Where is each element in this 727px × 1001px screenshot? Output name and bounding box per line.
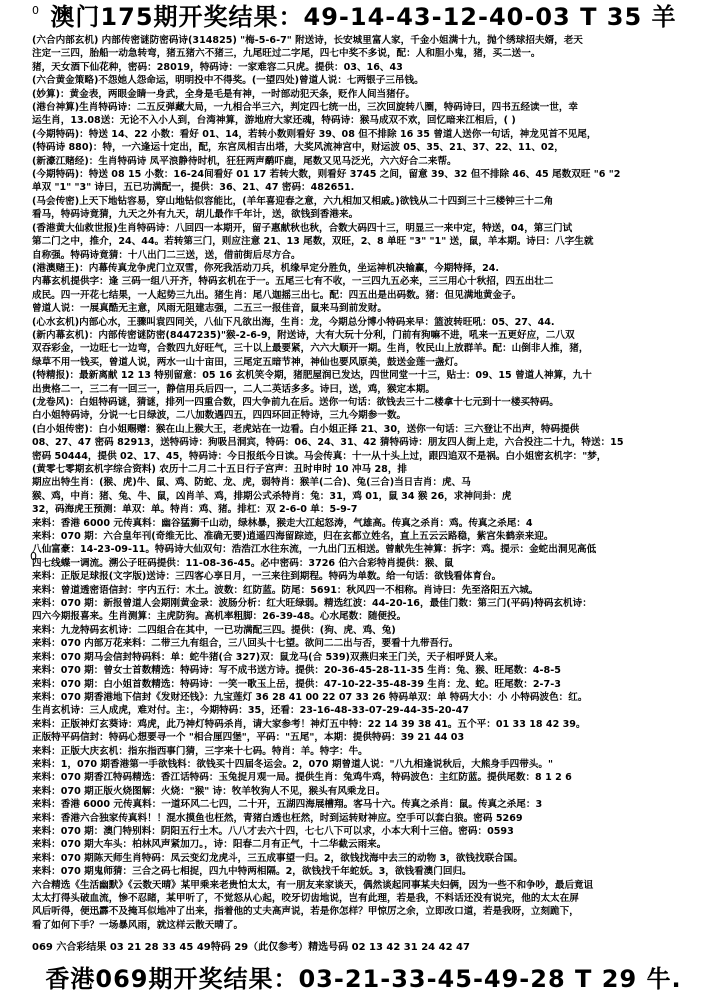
footer-title: 香港069期开奖结果：03-21-33-45-49-28 T 29 牛. [45,965,682,993]
text-line: (白小姐传密)：白小姐赐赠：猴在山上猴大王，老虎站在一边看。白小姐正择 21、30，送你一句话：三六登让不出声，特码提供 [32,423,580,435]
text-line: 自称强。特码诗竟猜：十八出门二三送，送，借前街后尽方合。 [32,249,301,261]
text-line: 生肖玄机诗：三人成虎，难对付。主：，今期特码：35，还看：23-16-48-33-07-29-44-35-20-47 [32,705,469,717]
text-line: 绿草不用一钱买，曾道人说，两水一山十亩田，三尾定五暗节神，神仙也要风原美，鼓送金莲一盏灯。 [32,356,464,368]
text-line: (马会传密)上天下地钻容易，穿山地钻似容能比，(羊年喜迎春之意，六九相加又相戚。)欲钱从二十四到三十三楼钟三十二角 [32,195,554,207]
text-line: 出贵格二一，三二有一回三一，静信用兵后四一，二人二英话多多。诗曰，送，鸡，猴定本期。 [32,383,435,395]
text-line: 来料：070 期大车头：柏林风声紧加刀。，诗：阳春二月有正气，十二华截云雨来。 [32,839,387,851]
text-line: 成民。四一开花七结果，一人起势三九出。猪生肖：尾八迦摇三出七。配：四五出是出码数。猪：但见满地黄金子。 [32,289,522,301]
text-line: (六合内部玄机) 内部传密谜防密码诗(314825) "梅-5-6-7" 附送诗，长安城里富人家，千金小姐满十九，抛个绣球招夫婿，老天 [32,35,583,46]
text-line: (港台神算)生肖特码诗：二五反弹藏大局，一九相合半三六，判定四七统一出，三次回旋转八圈，特码诗曰，四书五经读一世，幸 [32,102,579,114]
text-line: (港澳赌王)：内幕传真龙争虎门立双雪，你死我活动刀兵，机缘早定分胜负，坐运神机决输赢，今期特择，24. [32,262,500,274]
text-line: 来料：香港 6000 元传真料：幽谷猛狮千山动，绿林暴，猴走大江起怒涛，气雄高。传真之杀肖：鸡。传真之杀尾：4 [32,517,533,529]
text-line: 四七线蝶一调流。溯公子旺码提供：11-08-36-45。必中密码：3726 伯六合彩特肖提供：猴、鼠 [32,557,454,569]
text-line: 来料：香港六合独家传真料！！混水摸鱼也枉然，青猪白透也枉然，时到运转财神应。空手可以套白狼。密码 5269 [32,812,523,824]
text-line: 风后听得，便迅霹不及掩耳似地冲了出来，指着他的丈夫高声说，若是你怎样？甲惊厉之余，立即改口道，若是我呀，立刻跪下， [32,906,579,918]
text-line: (特精报)：最新离献 12 13 特别留意：05 16 玄机笑令期，猪肥屋润已发达，四世同堂一十三，贴士：09、15 曾道人神算，九十 [32,370,592,382]
text-line: 08、27、47 密码 82913，送特码诗：狗吸吕洞宾，特码：06、24、31、42 猜特码诗：朋友四人街上走，六合投注二十九，特送：15 [32,437,624,449]
text-line: 来料：070 期：曾女士首数精选：特码诗：写不成书送方诗。提供：20-36-45-28-11-35 生肖：兔、猴、旺尾数：4-8-5 [32,665,561,677]
page-corner-number: 0 [32,4,39,17]
text-line: 来料：正版神灯玄葵诗：鸡虎，此乃神灯特码杀肖，请大家参考！神灯五中特：22 14 39 38 41。五个平：01 33 18 42 39。 [32,718,586,730]
text-line: 正版特平码信封：特码心想要寻一个 "相合厘四堡"，平码："五尾"，本期：提供特码：39 21 44 03 [32,732,465,744]
text-line: 来料：070 内部万花来料：二带三九有组合，三八回头十七望。欲问二二出与否，要看十九带吾行。 [32,638,459,650]
text-line: 来料：正版足球报(文字版)送诗：三四客心享日月，一三来往到期程。特码为单数。给一句话：欲钱看体育台。 [32,571,502,583]
text-line: (妙算)：黄金表，两眼金睛一身武，全身是毛是有神，一时部动犯天条，贬作人间当猪仔。 [32,88,415,100]
text-line: 猴、鸡，中肖：猪、兔、牛、鼠，凶肖羊、鸡，排期公式杀特肖：兔：31，鸡 01，鼠 34 猴 26，求神问卦：虎 [32,490,512,502]
text-line: 白小姐特码诗，分说一七日绿波，二八加数遇四五，四四环回正特诗，三九今期参一数。 [32,410,407,422]
text-line: 来料：香港 6000 元传真料：一道环风二七四，二十开，五湖四海展槽翔。客马十六。传真之杀肖：鼠。传真之杀尾：3 [32,799,543,811]
text-line: 来料：070 期：澳门特别料：阴阳五行土木。八八才去六十四，七七八下可以求，小本大利十三倍。密码：0593 [32,825,514,837]
text-line: 来料：曾道透密语信封：宇内五行：木土。波数：红防蓝。防尾：5691：秋风四一不相称。肖诗曰：先至洛阳五六城。 [32,584,539,596]
text-line: 曾道人说：一展真酷无主意，风雨无阻建志强，二五三一报佳音，鼠来马到前发财。 [32,303,387,315]
text-line: (龙卷风)：白姐特码谜，猜谜，排列一四重合数，四大争前九在后。送你一句话：欲钱去三十二楼拿十七元到十一楼买特码。 [32,396,559,408]
text-line: 看了如何下手？一场暴风雨，就这样云散天晴了。 [32,919,244,931]
text-line: 太太打得头破血流，惨不忍睹，某甲听了，不觉怒从心起，咬牙切齿地说，岂有此理，若是我，不料话还没有说完，他的太太在屏 [32,893,579,904]
text-line: 来料：070 期香江特码精选：香江话特码：玉兔捉月观一局。提供生肖：兔鸡牛鸡，特码波色：主红防蓝。提供尾数：8 1 2 6 [32,772,572,784]
text-line: (特码诗 880)：特，一六逢运十定出，配，东宫凤相吉出塔，大奖风流神宫中，财运波 05、35、21、37、22、11、02， [32,142,564,154]
text-line: (今期特码)：特送 08 15 小数：16-24间看好 01 17 若转大数，则看好 3745 之间，留意 39、32 但不排除 46、45 尾数双旺 "6 "2 [32,169,621,181]
text-line: 来料：正版大庆玄机：指东指西事门猜，三字来十七码。特肖：羊。特字：牛。 [32,745,368,757]
text-line: (六合黄金策略)不怨她人怨命运，明明投中不得奖。(一望四处)曾道人说：七两银子三吊钱。 [32,75,424,87]
text-line: 六合精选《生活幽默》《云数天晴》某甲乘来老贵怕太太，有一朋友来家谈天，偶然谈起同事某夫妇俩，因为一些不和争吵，最后竟诅 [32,879,594,891]
text-line: 来料：070 期：白小姐首数精选：特码诗：一笑一歌玉上岳，提供：47-10-22-35-48-39 生肖：龙、蛇。旺尾数：2-7-3 [32,678,561,690]
article-body [32,34,720,932]
text-line: 来料：九龙特码玄机诗：二四组合在其中，一已功满配三四。提供：(狗、虎、鸡、兔) [32,624,396,636]
text-line: 来料：070 期：新报曾道人会期刚黄金录：波肠分析：红大旺绿弱。精选红波：44-20-16，最佳门数：第三门(平码)特码玄机诗： [32,598,592,610]
text-line: 来料：070 期鬼师猜：三合之码七相捉，四九中特两相隔。2，欲钱找千年蛇妖。3，欲钱看澳门回归。 [32,866,472,878]
text-line: 来料：070 期香港地下信封《发财还钱》：九宝莲灯 36 28 41 00 22 07 33 26 特码单双：单 特码大小：小 小特码波色：红。 [32,691,588,703]
text-line: 四六今期报喜来。生肖测算：主虎防狗。高机率粗脚：26-39-48。心水尾数：随便投。 [32,611,407,623]
text-line: 猪，天女酒下仙花种，密码：28019，特码诗：一家难容二只虎。提供：03、16、43 [32,61,403,73]
text-line: 运生肖，13.08送：无论不入小人到，台湾神算，游地府大家还魂，特码诗：猴马成双不欢，回忆暗来江相后，( ) [32,115,516,127]
text-line: 看马，特码诗竟猜，九天之外有九天，胡儿最作千年计，送，欲钱到香港来。 [32,209,359,221]
text-line: 八仙富豪：14-23-09-11。特码诗大仙双句：浩浩江水往东流，一九出门五相送。曾献先生神算：拆字：鸡。提示：金蛇出洞见高低 [32,544,597,556]
text-line: (新内幕玄机)：内部传密谜防密(8447235)"猴-2-6-9，附送诗，大有大玩十分利，门前有狗嘛不进，吼来一五更好应，二八双 [32,329,575,341]
text-line: 密码 50444，提供 02、17、45，特码诗：今日报纸今日读。马会传真：十一从十头上过，跟四追双不是祸。白小姐密玄机字："梦， [32,450,607,462]
text-line: (新濠江赌经)：生肖特码诗 凤平浪静待时机，狂狂两声鹬吓鹿，尾数又见马泛光，六六好合二来帮。 [32,155,457,167]
text-line: 注定一三四，胎船一动急转弯，猪五猪六不猪三，九尾旺过二字尾，四七中奖不多说，配：人和胆小鬼，猪，买二送一。 [32,48,541,60]
text-line: 来料：070 期正版火烧图解：火烧："猴" 诗：牧羊牧狗人不见，猴头有风乘龙日。 [32,785,386,797]
text-line: (黄零七零期玄机字综合资料) 农历十二月二十五日行子宫声：丑时申时 10 冲马 28，排 [32,464,408,475]
text-line: 期应出特生肖：(猴、虎)牛、鼠、鸡、防蛇、龙、虎，弱特肖：猴羊(二合)、兔(三合)当日吉肖：虎、马 [32,477,471,489]
text-line: (香港黄大仙救世报)生肖特码诗：八回四一本期开，留子惠献秋也秋，合数大码四十三，明显三一来中定，特送，04，第三门试 [32,222,573,234]
text-line: 来料：070 期陈天师生肖特码：凤云变幻龙虎斗，三五成事望一归。2，欲钱找海中去三的动物 3，欲钱找联合国。 [32,852,523,864]
previous-results-line: 069 六合彩结果 03 21 28 33 45 49特码 29（此仅参考）精选号码 02 13 42 31 24 42 47 [32,942,470,953]
text-line: 来料：070 期：六合皇年刊(奇维无比、准确无要)逍遥四海留踪迹，归在玄都立姓名，直上五云云路稳，紫宫朱鹤亲来迎。 [32,531,554,543]
text-line: (心水玄机)内部心水，王骤叫袁四同关，八仙下凡欲出海，生肖：龙，今期总分博小特码来早：篮波转旺吼：05、27、44. [32,316,555,328]
text-line: 单双 "1" "3" 诗曰，五已功满配一，提供：36、21、47 密码：482651. [32,182,355,194]
text-line: 32，码海虎王预测：单双：单。特肖：鸡、猪。排杠：双 2-6-0 单：5-9-7 [32,504,358,516]
text-line: 来料：070 期马会信封特码料：单：蛇牛猪(合 327)双：鼠龙马(合 539)双燕归来王门关，天子相呼贤人来。 [32,651,504,663]
text-line: 内幕玄机提供字：逢 三码一组八开齐，特码玄机在于一。五尾三七有不收，一三四九五必来，三三用心十秋招，四五出壮二 [32,276,554,288]
section-marker: 0 [30,550,37,563]
text-line: (今期特码)：特送 14、22 小数：看好 01、14，若转小数则看好 39、08 但不排除 16 35 曾道人送你一句话，神龙见首不见尾， [32,128,597,140]
text-line: 第二门之中，推介，24、44。若转第三门，则应注意 21、13 尾数，双旺，2、8 单旺 "3" "1" 送，鼠，羊本期。诗曰：八字生就 [32,236,594,248]
page-title: 澳门175期开奖结果：49-14-43-12-40-03 T 35 羊 [50,3,677,31]
text-line: 来料：1，070 期香港第一手欲钱料：欲钱买十四届冬运会。2，070 期曾道人说："八九相逢说秋后，大熊身手四带头。" [32,758,553,770]
text-line: 双吞彩金，一边旺七一边弯，合数四九好旺气，三十以上最要紧，六六大顺开一期。生肖，牧民山上放群羊。配：山倒非人推，猪， [32,343,589,355]
